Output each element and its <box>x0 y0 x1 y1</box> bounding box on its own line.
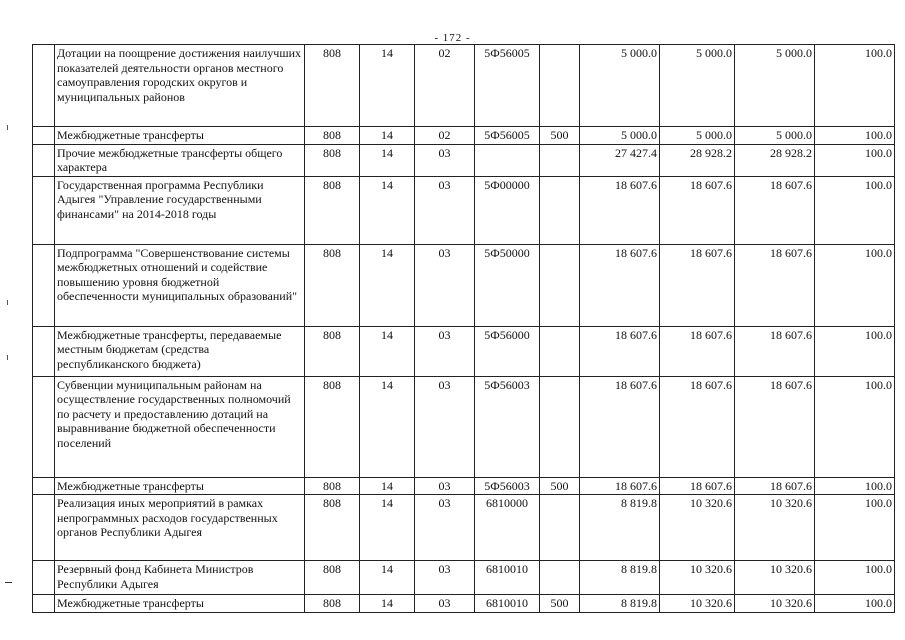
table-row <box>33 244 895 326</box>
row-name: Субвенции муниципальным районам на осуществление государственных полномочий по расчету и предоставлению дотаций на выравнивание бюджетной обеспеченности поселений <box>55 376 305 477</box>
approved-amount: 18 607.6 <box>660 376 735 477</box>
subsection-code: 03 <box>415 244 475 326</box>
target-code <box>475 144 540 176</box>
expense-type-code: 500 <box>540 595 580 613</box>
target-code: 6810000 <box>475 495 540 561</box>
target-code: 6810010 <box>475 595 540 613</box>
blank-cell <box>33 595 55 613</box>
planned-amount: 8 819.8 <box>580 561 660 595</box>
expense-type-code <box>540 376 580 477</box>
target-code: 5Ф56003 <box>475 376 540 477</box>
section-code: 14 <box>360 495 415 561</box>
expense-type-code <box>540 144 580 176</box>
margin-mark <box>7 125 8 130</box>
budget-table <box>32 44 895 613</box>
planned-amount: 5 000.0 <box>580 45 660 127</box>
approved-amount: 18 607.6 <box>660 176 735 244</box>
approved-amount: 10 320.6 <box>660 561 735 595</box>
executed-amount: 18 607.6 <box>735 326 815 376</box>
target-code: 5Ф56005 <box>475 127 540 145</box>
section-code: 14 <box>360 477 415 495</box>
planned-amount: 18 607.6 <box>580 176 660 244</box>
expense-type-code: 500 <box>540 127 580 145</box>
execution-percent: 100.0 <box>815 176 895 244</box>
table-row <box>33 595 895 613</box>
subsection-code: 03 <box>415 477 475 495</box>
approved-amount: 18 607.6 <box>660 326 735 376</box>
executed-amount: 10 320.6 <box>735 595 815 613</box>
blank-cell <box>33 144 55 176</box>
planned-amount: 18 607.6 <box>580 477 660 495</box>
table-row <box>33 45 895 127</box>
approved-amount: 10 320.6 <box>660 595 735 613</box>
planned-amount: 27 427.4 <box>580 144 660 176</box>
expense-type-code: 500 <box>540 477 580 495</box>
table-row <box>33 176 895 244</box>
expense-type-code <box>540 244 580 326</box>
row-name: Межбюджетные трансферты <box>55 477 305 495</box>
approved-amount: 5 000.0 <box>660 127 735 145</box>
row-name: Государственная программа Республики Адыгея "Управление государственными финансами" на 2014-2018 годы <box>55 176 305 244</box>
blank-cell <box>33 495 55 561</box>
row-name: Резервный фонд Кабинета Министров Республики Адыгея <box>55 561 305 595</box>
executed-amount: 18 607.6 <box>735 376 815 477</box>
row-name: Дотации на поощрение достижения наилучших показателей деятельности органов местного самоуправления городских округов и муниципальных районов <box>55 45 305 127</box>
target-code: 5Ф56003 <box>475 477 540 495</box>
ved-code: 808 <box>305 477 360 495</box>
table-row <box>33 561 895 595</box>
ved-code: 808 <box>305 376 360 477</box>
ved-code: 808 <box>305 45 360 127</box>
expense-type-code <box>540 45 580 127</box>
execution-percent: 100.0 <box>815 326 895 376</box>
section-code: 14 <box>360 45 415 127</box>
blank-cell <box>33 326 55 376</box>
table-row <box>33 495 895 561</box>
row-name: Прочие межбюджетные трансферты общего характера <box>55 144 305 176</box>
row-name: Межбюджетные трансферты, передаваемые местным бюджетам (средства республиканского бюджета) <box>55 326 305 376</box>
execution-percent: 100.0 <box>815 45 895 127</box>
subsection-code: 03 <box>415 376 475 477</box>
blank-cell <box>33 244 55 326</box>
section-code: 14 <box>360 144 415 176</box>
planned-amount: 18 607.6 <box>580 326 660 376</box>
blank-cell <box>33 176 55 244</box>
row-name: Межбюджетные трансферты <box>55 595 305 613</box>
executed-amount: 5 000.0 <box>735 127 815 145</box>
execution-percent: 100.0 <box>815 376 895 477</box>
subsection-code: 03 <box>415 495 475 561</box>
table-row <box>33 477 895 495</box>
subsection-code: 02 <box>415 45 475 127</box>
planned-amount: 8 819.8 <box>580 595 660 613</box>
section-code: 14 <box>360 176 415 244</box>
execution-percent: 100.0 <box>815 244 895 326</box>
execution-percent: 100.0 <box>815 144 895 176</box>
execution-percent: 100.0 <box>815 477 895 495</box>
planned-amount: 5 000.0 <box>580 127 660 145</box>
subsection-code: 03 <box>415 326 475 376</box>
execution-percent: 100.0 <box>815 561 895 595</box>
ved-code: 808 <box>305 144 360 176</box>
ved-code: 808 <box>305 127 360 145</box>
approved-amount: 18 607.6 <box>660 244 735 326</box>
execution-percent: 100.0 <box>815 495 895 561</box>
target-code: 5Ф56000 <box>475 326 540 376</box>
section-code: 14 <box>360 561 415 595</box>
blank-cell <box>33 561 55 595</box>
row-name: Межбюджетные трансферты <box>55 127 305 145</box>
subsection-code: 03 <box>415 176 475 244</box>
subsection-code: 03 <box>415 595 475 613</box>
target-code: 5Ф56005 <box>475 45 540 127</box>
table-row <box>33 144 895 176</box>
ved-code: 808 <box>305 326 360 376</box>
subsection-code: 03 <box>415 561 475 595</box>
execution-percent: 100.0 <box>815 595 895 613</box>
subsection-code: 03 <box>415 144 475 176</box>
approved-amount: 5 000.0 <box>660 45 735 127</box>
row-name: Реализация иных мероприятий в рамках непрограммных расходов государственных органов Республики Адыгея <box>55 495 305 561</box>
ved-code: 808 <box>305 176 360 244</box>
subsection-code: 02 <box>415 127 475 145</box>
section-code: 14 <box>360 244 415 326</box>
table-row <box>33 376 895 477</box>
ved-code: 808 <box>305 495 360 561</box>
target-code: 5Ф00000 <box>475 176 540 244</box>
ved-code: 808 <box>305 244 360 326</box>
section-code: 14 <box>360 127 415 145</box>
approved-amount: 18 607.6 <box>660 477 735 495</box>
section-code: 14 <box>360 326 415 376</box>
ved-code: 808 <box>305 595 360 613</box>
margin-mark <box>7 300 8 305</box>
executed-amount: 10 320.6 <box>735 561 815 595</box>
margin-mark <box>7 355 8 360</box>
target-code: 5Ф50000 <box>475 244 540 326</box>
expense-type-code <box>540 495 580 561</box>
executed-amount: 28 928.2 <box>735 144 815 176</box>
table-row <box>33 326 895 376</box>
execution-percent: 100.0 <box>815 127 895 145</box>
page-number: - 172 - <box>434 32 471 44</box>
expense-type-code <box>540 561 580 595</box>
blank-cell <box>33 477 55 495</box>
approved-amount: 28 928.2 <box>660 144 735 176</box>
executed-amount: 10 320.6 <box>735 495 815 561</box>
section-code: 14 <box>360 376 415 477</box>
blank-cell <box>33 45 55 127</box>
planned-amount: 8 819.8 <box>580 495 660 561</box>
approved-amount: 10 320.6 <box>660 495 735 561</box>
margin-dash <box>5 582 12 583</box>
target-code: 6810010 <box>475 561 540 595</box>
section-code: 14 <box>360 595 415 613</box>
executed-amount: 18 607.6 <box>735 477 815 495</box>
ved-code: 808 <box>305 561 360 595</box>
executed-amount: 5 000.0 <box>735 45 815 127</box>
executed-amount: 18 607.6 <box>735 244 815 326</box>
executed-amount: 18 607.6 <box>735 176 815 244</box>
planned-amount: 18 607.6 <box>580 376 660 477</box>
table-row <box>33 127 895 145</box>
expense-type-code <box>540 326 580 376</box>
row-name: Подпрограмма "Совершенствование системы межбюджетных отношений и содействие повышению уровня бюджетной обеспеченности муниципальных образований" <box>55 244 305 326</box>
blank-cell <box>33 376 55 477</box>
expense-type-code <box>540 176 580 244</box>
blank-cell <box>33 127 55 145</box>
planned-amount: 18 607.6 <box>580 244 660 326</box>
